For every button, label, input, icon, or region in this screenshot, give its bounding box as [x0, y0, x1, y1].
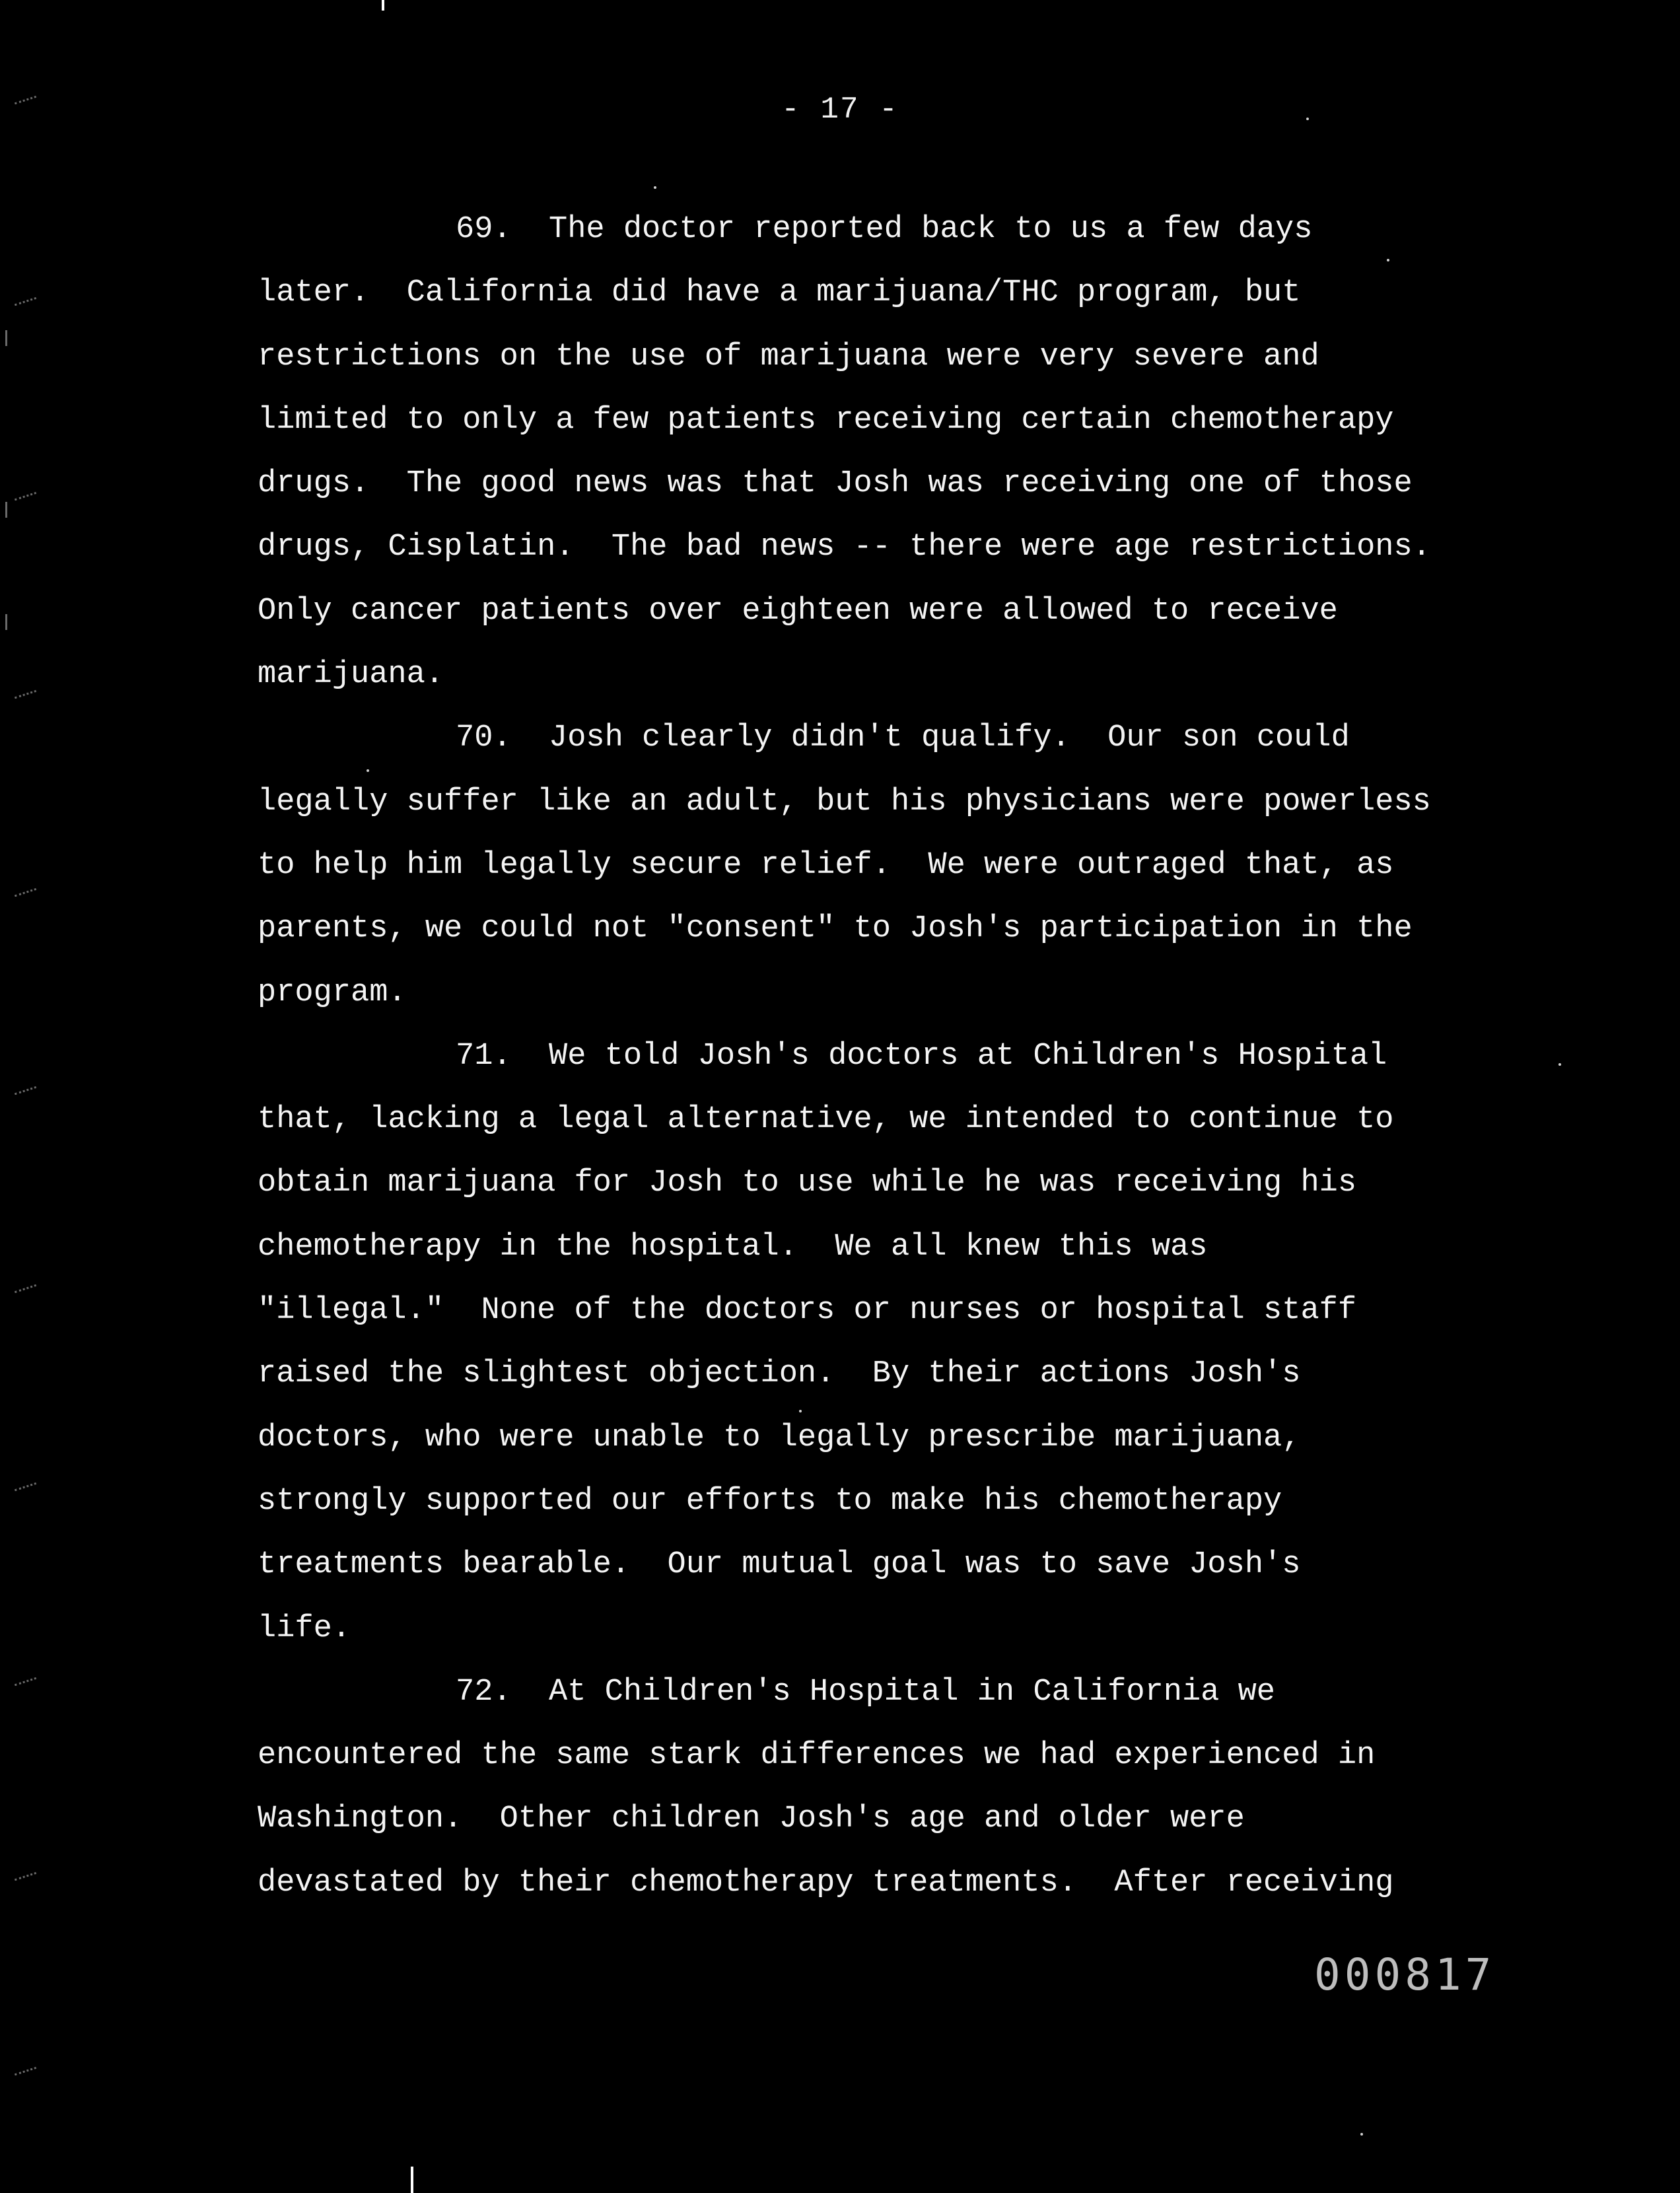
- text-line: that, lacking a legal alternative, we intended to continue to: [258, 1102, 1394, 1138]
- margin-mark: [15, 1284, 37, 1295]
- margin-mark: [15, 1482, 37, 1493]
- text-line: legally suffer like an adult, but his physicians were powerless: [258, 784, 1431, 819]
- scan-edge-mark-bottom: [411, 2167, 413, 2193]
- scan-speck: [1558, 1063, 1561, 1066]
- text-line: "illegal." None of the doctors or nurses or hospital staff: [258, 1293, 1357, 1329]
- text-line: Washington. Other children Josh's age and older were: [258, 1801, 1245, 1837]
- text-line: later. California did have a marijuana/THC program, but: [258, 275, 1301, 311]
- text-line: doctors, who were unable to legally prescribe marijuana,: [258, 1420, 1301, 1455]
- text-line: 72. At Children's Hospital in California we: [456, 1674, 1276, 1710]
- text-line: limited to only a few patients receiving certain chemotherapy: [258, 402, 1394, 438]
- text-line: drugs, Cisplatin. The bad news -- there were age restrictions.: [258, 530, 1431, 565]
- bates-number: 000817: [1314, 1949, 1496, 2000]
- text-line: Only cancer patients over eighteen were allowed to receive: [258, 593, 1338, 629]
- text-line: 70. Josh clearly didn't qualify. Our son could: [456, 720, 1350, 756]
- margin-tick: [5, 614, 7, 630]
- margin-mark: [15, 1872, 37, 1883]
- margin-mark: [15, 297, 37, 308]
- text-line: marijuana.: [258, 657, 444, 693]
- text-line: drugs. The good news was that Josh was receiving one of those: [258, 466, 1413, 502]
- scan-speck: [1360, 2133, 1363, 2136]
- scan-edge-mark-top: [382, 0, 384, 11]
- text-line: strongly supported our efforts to make his chemotherapy: [258, 1483, 1282, 1519]
- margin-mark: [15, 1086, 37, 1097]
- text-line: parents, we could not "consent" to Josh's participation in the: [258, 911, 1413, 947]
- margin-mark: [15, 888, 37, 899]
- paragraph-71: [258, 1031, 1539, 1667]
- paragraph-70: [258, 713, 1539, 1031]
- document-body: [258, 205, 1539, 1922]
- margin-mark: [15, 492, 37, 503]
- text-line: 69. The doctor reported back to us a few days: [456, 212, 1313, 247]
- text-line: treatments bearable. Our mutual goal was to save Josh's: [258, 1547, 1301, 1583]
- text-line: chemotherapy in the hospital. We all knew this was: [258, 1229, 1208, 1265]
- text-line: restrictions on the use of marijuana were very severe and: [258, 339, 1319, 374]
- margin-tick: [5, 330, 7, 346]
- margin-mark: [15, 1677, 37, 1688]
- text-line: to help him legally secure relief. We were outraged that, as: [258, 847, 1394, 883]
- text-line: obtain marijuana for Josh to use while he was receiving his: [258, 1166, 1357, 1201]
- text-line: encountered the same stark differences we had experienced in: [258, 1738, 1376, 1774]
- paragraph-72: [258, 1667, 1539, 1922]
- text-line: 71. We told Josh's doctors at Children's Hospital: [456, 1038, 1387, 1074]
- margin-tick: [5, 502, 7, 518]
- margin-mark: [15, 690, 37, 701]
- text-line: devastated by their chemotherapy treatments. After receiving: [258, 1865, 1394, 1900]
- page-number: - 17 -: [781, 92, 899, 127]
- text-line: program.: [258, 975, 407, 1010]
- scan-speck: [654, 186, 656, 189]
- margin-mark: [15, 2067, 37, 2077]
- text-line: life.: [258, 1611, 351, 1646]
- paragraph-69: [258, 205, 1539, 713]
- text-line: raised the slightest objection. By their actions Josh's: [258, 1356, 1301, 1392]
